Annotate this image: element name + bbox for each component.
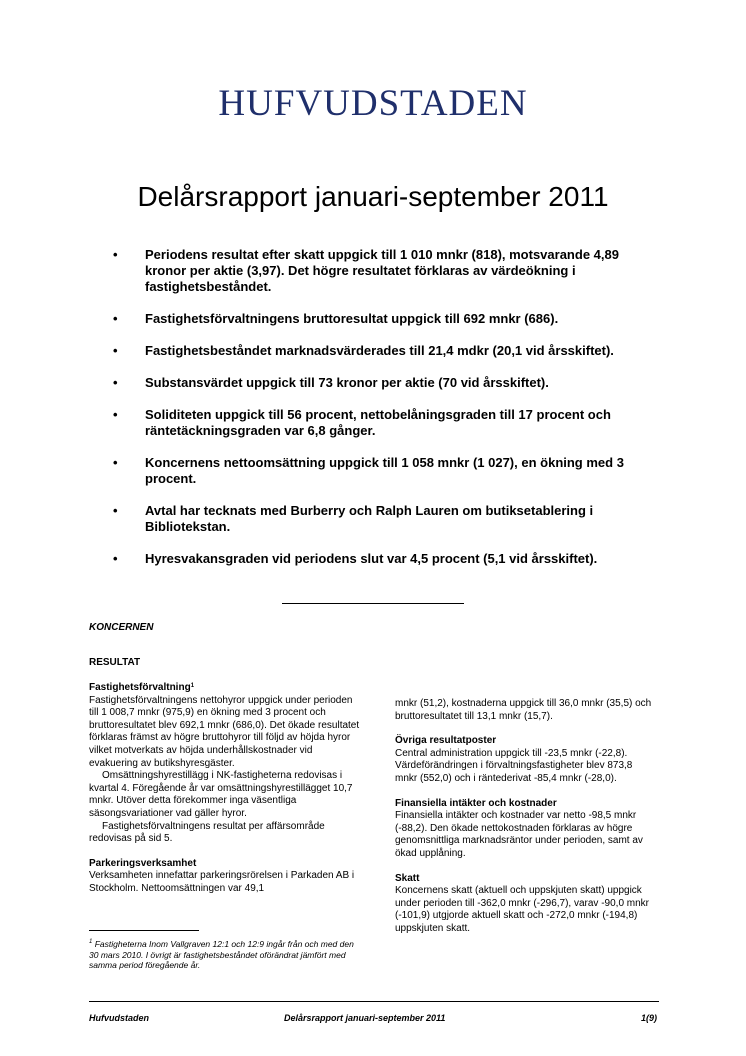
report-title: Delårsrapport januari-september 2011 bbox=[137, 181, 609, 212]
list-item bbox=[113, 503, 658, 535]
page-number: 1(9) bbox=[641, 1013, 658, 1023]
footer-title: Delårsrapport januari-september 2011 bbox=[284, 1013, 446, 1023]
subheading-parkering: Parkeringsverksamhet bbox=[89, 857, 197, 869]
section-divider bbox=[282, 603, 464, 604]
text-column-left bbox=[89, 682, 361, 896]
bullet-icon: • bbox=[113, 407, 118, 422]
section-heading-koncernen: KONCERNEN bbox=[89, 622, 154, 633]
company-logo: HUFVUDSTADEN bbox=[218, 83, 528, 124]
subheading-ovriga: Övriga resultatposter bbox=[395, 735, 497, 747]
paragraph: Verksamheten innefattar parkeringsrörelsen i Parkaden AB i Stockholm. Nettoomsättningen var 49,1 bbox=[89, 870, 355, 894]
footer-divider bbox=[89, 1001, 659, 1002]
bullet-text: Fastighetsförvaltningens bruttoresultat uppgick till 692 mnkr (686). bbox=[145, 311, 559, 326]
bullet-icon: • bbox=[113, 375, 118, 390]
list-item bbox=[113, 343, 658, 359]
paragraph: Koncernens skatt (aktuell och uppskjuten skatt) uppgick under perioden till -362,0 mnkr (-296,7), varav -90,0 mnkr (-101,9) utgjorde aktuell skatt och -272,0 mnkr (-194,8) uppskjuten skatt. bbox=[395, 885, 650, 934]
bullet-text: Hyresvakansgraden vid periodens slut var 4,5 procent (5,1 vid årsskiftet). bbox=[145, 551, 598, 566]
bullet-icon: • bbox=[113, 551, 118, 566]
subheading-fastighetsforvaltning: Fastighetsförvaltning$^1$ bbox=[89, 682, 195, 693]
bullet-icon: • bbox=[113, 455, 118, 470]
footnote-ref: 1 bbox=[190, 683, 195, 689]
section-heading-resultat: RESULTAT bbox=[89, 657, 141, 668]
footnote-marker: 1 bbox=[89, 939, 93, 945]
bullet-text: Substansvärdet uppgick till 73 kronor per aktie (70 vid årsskiftet). bbox=[145, 375, 549, 390]
list-item bbox=[113, 375, 658, 391]
bullet-text: Koncernens nettoomsättning uppgick till 1 058 mnkr (1 027), en ökning med 3 procent. bbox=[145, 455, 624, 486]
subheading-finansiella: Finansiella intäkter och kostnader bbox=[395, 797, 557, 809]
list-item bbox=[113, 551, 658, 567]
list-item bbox=[113, 247, 658, 295]
paragraph: Fastighetsförvaltningens resultat per affärsområde redovisas på sid 5. bbox=[89, 820, 325, 845]
bullet-text: Soliditeten uppgick till 56 procent, nettobelåningsgraden till 17 procent och räntetäckningsgraden var 6,8 gånger. bbox=[145, 407, 611, 438]
list-item bbox=[113, 407, 658, 439]
list-item bbox=[113, 455, 658, 487]
highlights-list bbox=[113, 247, 658, 583]
bullet-icon: • bbox=[113, 503, 118, 518]
text-column-right bbox=[395, 698, 657, 936]
footnote-divider bbox=[89, 930, 199, 931]
subheading-skatt: Skatt bbox=[395, 872, 420, 884]
footer-company: Hufvudstaden bbox=[89, 1013, 150, 1023]
paragraph: Central administration uppgick till -23,5 mnkr (-22,8). Värdeförändringen i förvaltningsfastigheter blev 873,8 mnkr (552,0) och i räntederivat -85,4 mnkr (-28,0). bbox=[395, 747, 633, 784]
bullet-text: Periodens resultat efter skatt uppgick till 1 010 mnkr (818), motsvarande 4,89 kronor per aktie (3,97). Det högre resultatet förklaras av värdeökning i fastighetsbeståndet. bbox=[145, 247, 619, 294]
footnote: $^1$ Fastigheterna Inom Vallgraven 12:1 och 12:9 ingår från och med den 30 mars 2010. I övrigt är fastighetsbeståndet oförändrat jämfört med samma period föregående år. bbox=[89, 939, 354, 970]
bullet-text: Fastighetsbeståndet marknadsvärderades till 21,4 mdkr (20,1 vid årsskiftet). bbox=[145, 343, 614, 358]
paragraph: Finansiella intäkter och kostnader var netto -98,5 mnkr (-88,2). Den ökade nettokostnaden förklaras av högre genomsnittliga marknadsräntor under perioden, samt av ökad upplåning. bbox=[395, 810, 643, 859]
bullet-text: Avtal har tecknats med Burberry och Ralph Lauren om butiksetablering i Bibliotekstan. bbox=[145, 503, 594, 534]
list-item bbox=[113, 311, 658, 327]
paragraph: Omsättningshyrestillägg i NK-fastigheterna redovisas i kvartal 4. Föregående år var omsättningshyrestillägget 10,7 mnkr. Utöver detta förekommer inga väsentliga säsongsvariationer vad gäller hyror. bbox=[89, 770, 353, 819]
bullet-icon: • bbox=[113, 311, 118, 326]
paragraph: Fastighetsförvaltningens nettohyror uppgick under perioden till 1 008,7 mnkr (975,9) en ökning med 3 procent och bruttoresultatet blev 692,1 mnkr (686,0). Det ökade resultatet förklaras främst av högre bruttohyror till följd av höjda hyror vilket motverkats av höjda underhållskostnader vid evakuering av butikshyresgäster. bbox=[89, 694, 360, 769]
paragraph: mnkr (51,2), kostnaderna uppgick till 36,0 mnkr (35,5) och bruttoresultatet till 13,1 mnkr (15,7). bbox=[395, 698, 652, 722]
bullet-icon: • bbox=[113, 247, 118, 262]
bullet-icon: • bbox=[113, 343, 118, 358]
